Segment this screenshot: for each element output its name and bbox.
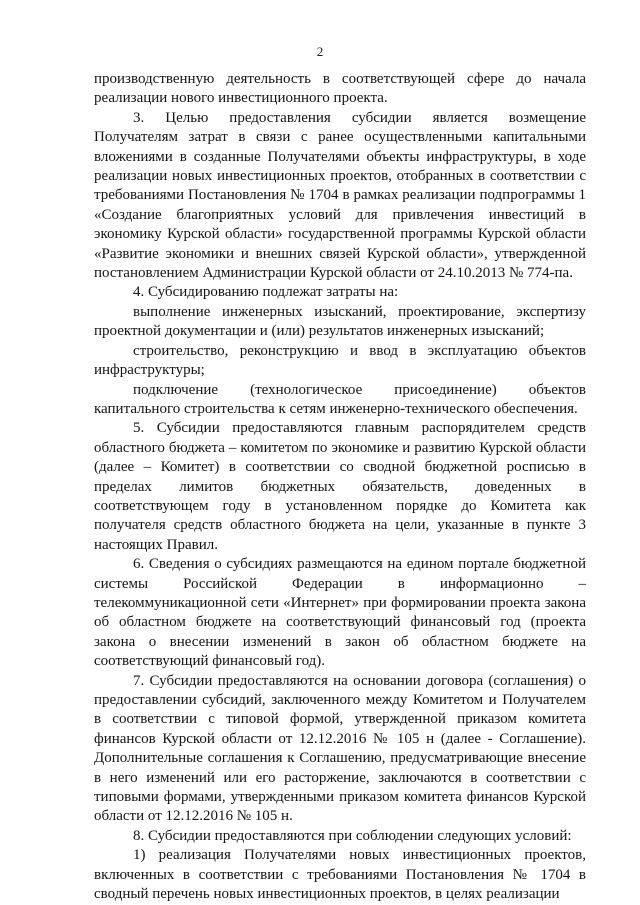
document-body [94,70,586,904]
paragraph-item-5: 5. Субсидии предоставляются главным распорядителем средств областного бюджета – комитетом по экономике и развитию Курской области (далее – Комитет) в соответствии со сводной бюджетной росписью в пределах лимитов бюджетных обязательств, доведенных в соответствующем году в установленном порядке до Комитета как получателя средств областного бюджета на цели, указанные в пункте 3 настоящих Правил. [94,420,586,553]
page-number: 2 [316,44,324,59]
paragraph-continuation: производственную деятельность в соответствующей сфере до начала реализации нового инвестиционного проекта. [94,71,586,107]
paragraph-item-8: 8. Субсидии предоставляются при соблюдении следующих условий: [133,827,572,844]
paragraph-cost-construction: строительство, реконструкцию и ввод в эксплуатацию объектов инфраструктуры; [94,342,586,379]
paragraph-cost-connection: подключение (технологическое присоединение) объектов капитального строительства к сетям инженерно-технического обеспечения. [94,381,586,417]
paragraph-item-4: 4. Субсидированию подлежат затраты на: [133,284,399,301]
paragraph-item-7: 7. Субсидии предоставляются на основании договора (соглашения) о предоставлении субсидий, заключенного между Комитетом и Получателем в соответствии с типовой формой, утвержденной приказом комитета финансов Курской области от 12.12.2016 № 105 н (далее - Соглашение). Дополнительные соглашения к Соглашению, предусматривающие внесение в него изменений или его расторжение, заключаются в соответствии с типовыми формами, утвержденными приказом комитета финансов Курской области от 12.12.2016 № 105 н. [94,672,586,825]
paragraph-item-6: 6. Сведения о субсидиях размещаются на едином портале бюджетной системы Российской Федерации в информационно – телекоммуникационной сети «Интернет» при формировании проекта закона об областном бюджете на соответствующий финансовый год (проекта закона о внесении изменений в закон об областном бюджете на соответствующий финансовый год). [94,556,586,670]
paragraph-condition-1: 1) реализация Получателями новых инвестиционных проектов, включенных в соответствии с требованиями Постановления № 1704 в сводный перечень новых инвестиционных проектов, в целях реализации [94,847,586,903]
paragraph-item-3: 3. Целью предоставления субсидии является возмещение Получателям затрат в связи с ранее осуществленными капитальными вложениями в созданные Получателями объекты инфраструктуры, в ходе реализации новых инвестиционных проектов, отобранных в соответствии с требованиями Постановления № 1704 в рамках реализации подпрограммы 1 «Создание благоприятных условий для привлечения инвестиций в экономику Курской области» государственной программы Курской области «Развитие экономики и внешних связей Курской области», утвержденной постановлением Администрации Курской области от 24.10.2013 № 774-па. [94,109,586,282]
paragraph-cost-survey: выполнение инженерных изысканий, проектирование, экспертизу проектной документации и (или) результатов инженерных изысканий; [94,303,586,340]
